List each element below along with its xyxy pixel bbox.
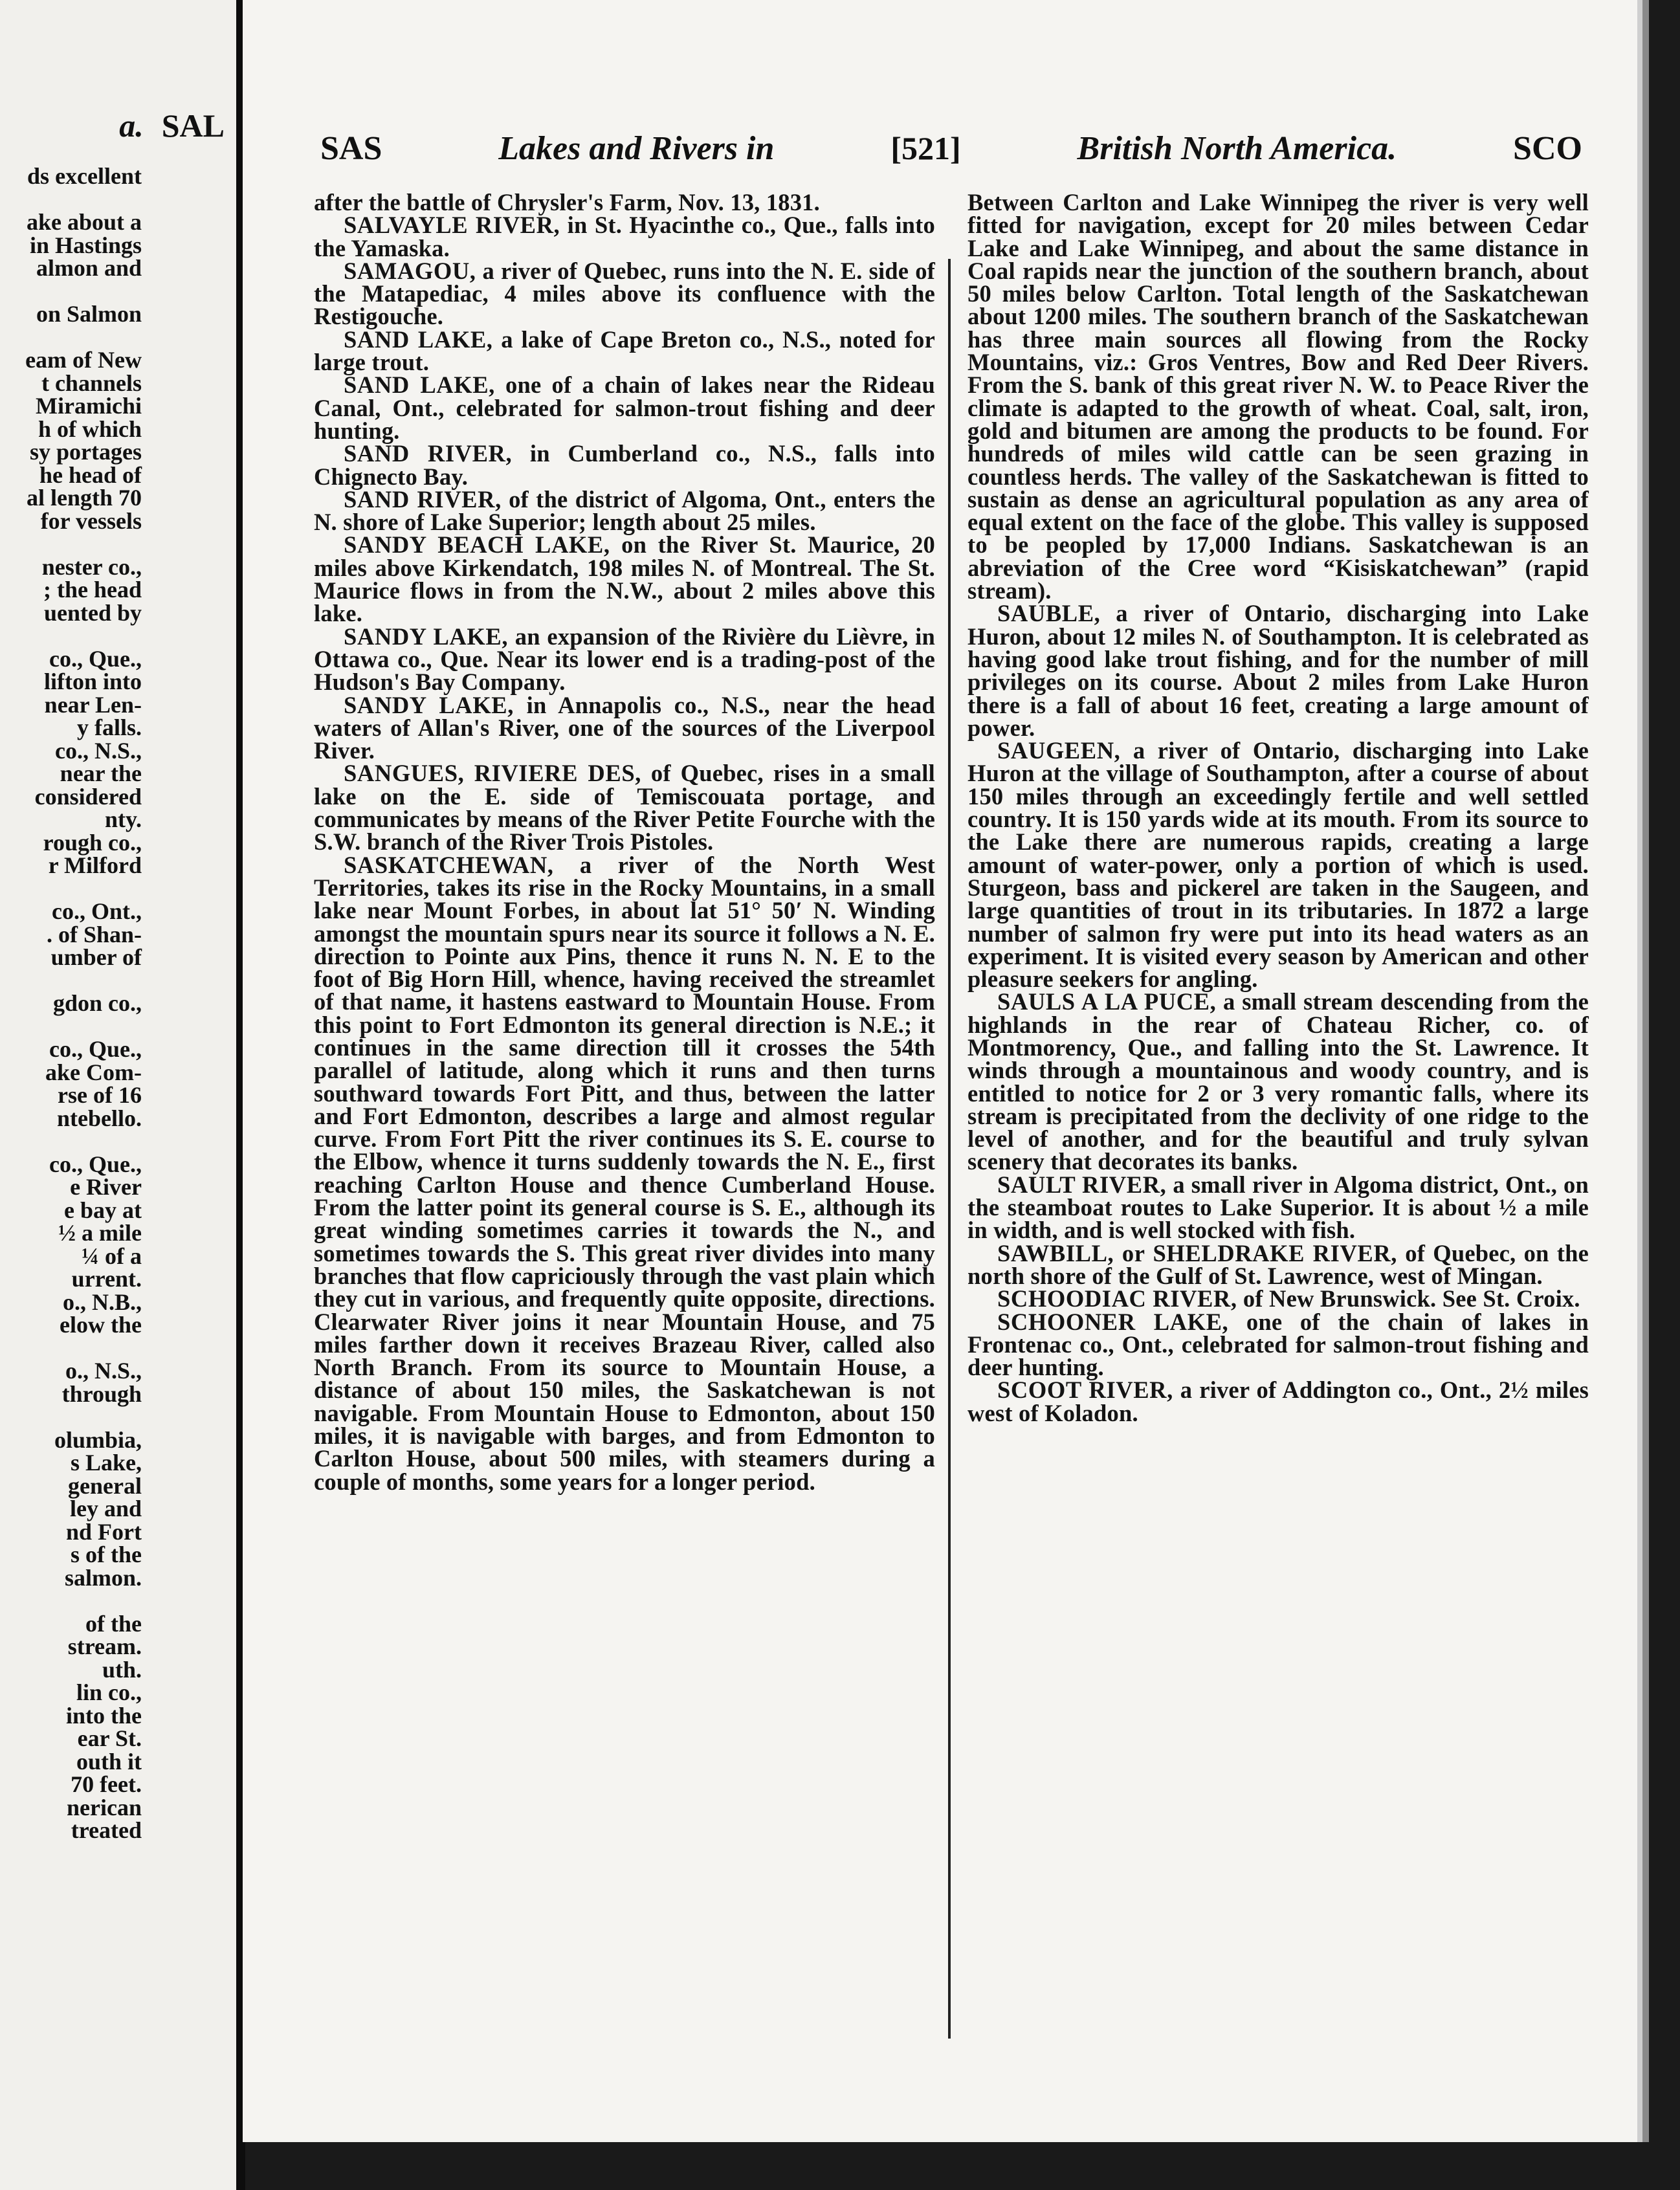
entry-text: a river of Ontario, discharging into Lake Huron at the village of Southampton, after a course of about 150 miles through an exceedingly fertile and well settled country. It is 150 yards wide at its mouth. From its source to the Lake there are numerous rapids, creating a large amount of water-power, only a portion of which is used. Sturgeon, bass and pickerel are taken in the Saugeen, and large quantities of trout in its tributaries. In 1872 a large number of salmon fry were put into its head waters as an experiment. It is visited every season by American and other pleasure seekers for angling. <box>967 737 1589 993</box>
gazetteer-entry <box>967 1173 1589 1242</box>
entry-text: an expansion of the Rivière du Lièvre, in Ottawa co., Que. Near its lower end is a trading-post of the Hudson's Bay Company. <box>314 623 935 696</box>
facing-page-line: ake Com- <box>45 1059 142 1085</box>
entry-headword: SALVAYLE RIVER, <box>344 212 560 239</box>
entry-text: one of the chain of lakes in Frontenac co., Ont., celebrated for salmon-trout fishing and deer hunting. <box>967 1308 1589 1381</box>
facing-page-line: ; the head <box>43 577 142 603</box>
facing-page-line <box>0 1015 142 1039</box>
facing-page-line: . of Shan- <box>46 921 142 947</box>
facing-page-line: through <box>61 1380 142 1407</box>
facing-page-line <box>0 625 142 648</box>
facing-page-line: o., N.S., <box>65 1358 142 1384</box>
entry-headword: SAND LAKE, <box>344 326 493 353</box>
right-column <box>967 191 1589 1424</box>
entry-headword: SCHOODIAC RIVER, <box>997 1285 1237 1312</box>
facing-page-line: ley and <box>69 1496 142 1521</box>
facing-page-line: ¼ of a <box>82 1243 142 1269</box>
gazetteer-entry <box>967 1308 1589 1381</box>
running-head <box>320 129 1582 168</box>
gazetteer-entry <box>314 191 935 214</box>
facing-page-line: co., Que., <box>49 645 142 672</box>
facing-page-line: nd Fort <box>66 1518 142 1545</box>
facing-page-line: ½ a mile <box>58 1220 142 1246</box>
facing-page-line: in Hastings <box>29 232 142 258</box>
facing-page-line: of the <box>85 1610 142 1637</box>
header-right-key: SCO <box>1513 130 1582 167</box>
entry-text: of Quebec, on the north shore of the Gulf of St. Lawrence, west of Mingan. <box>967 1239 1589 1289</box>
facing-page-header-italic: a. <box>119 107 144 144</box>
facing-page-line: s Lake, <box>70 1450 142 1476</box>
facing-page-line: nerican <box>67 1794 142 1820</box>
facing-page-line: lifton into <box>43 669 142 694</box>
gazetteer-entry <box>314 691 935 764</box>
facing-page-line: r Milford <box>48 852 142 878</box>
facing-page-line: near Len- <box>44 691 142 718</box>
facing-page-line: treated <box>71 1817 142 1843</box>
facing-page-line: sy portages <box>30 439 142 465</box>
gazetteer-entry <box>314 485 935 536</box>
page-body <box>301 129 1680 1495</box>
facing-page-line: nty. <box>104 806 142 832</box>
column-divider <box>948 259 951 2039</box>
facing-page-line <box>0 188 142 212</box>
entry-headword: SAULS A LA PUCE, <box>997 988 1217 1015</box>
entry-text: of Quebec, rises in a small lake on the E. side of Temiscouata portage, and communicates by means of the River Petite Fourche with the S.W. branch of the River Trois Pistoles. <box>314 760 935 856</box>
gazetteer-entry <box>314 214 935 260</box>
facing-page-line: t channels <box>41 370 142 396</box>
header-title-left: Lakes and Rivers in <box>498 130 775 167</box>
facing-page-line: nester co., <box>41 553 142 580</box>
facing-page-line: considered <box>34 783 142 810</box>
gazetteer-entry <box>314 442 935 488</box>
facing-page-line: on Salmon <box>36 301 142 327</box>
facing-page-line <box>0 1406 142 1429</box>
entry-headword: SAULT RIVER, <box>997 1171 1167 1198</box>
facing-page-line: co., Ont., <box>52 898 142 924</box>
header-left-key: SAS <box>320 130 382 167</box>
entry-text: a small stream descending from the highlands in the rear of Chateau Richer, co. of Montmorency, Que., and falling into the St. Lawrence. It winds through a mountainous and woody country, and is entitled to notice for 2 or 3 very romantic falls, where its stream is precipitated from the declivity of one ridge to the level of another, and for the beautiful and truly sylvan scenery that decorates its banks. <box>967 988 1589 1175</box>
gazetteer-entry <box>967 1378 1589 1424</box>
facing-page-text <box>0 165 142 1842</box>
gazetteer-entry <box>314 625 935 694</box>
facing-page-line <box>0 878 142 901</box>
facing-page-line: gdon co., <box>52 990 142 1016</box>
gazetteer-entry <box>314 257 935 330</box>
facing-page-line: for vessels <box>40 507 142 534</box>
facing-page-line: he head of <box>39 461 142 488</box>
entry-text: a small river in Algoma district, Ont., on the steamboat routes to Lake Superior. It is about ½ a mile in width, and is well stocked with fish. <box>967 1171 1589 1244</box>
entry-headword: SASKATCHEWAN, <box>344 851 554 878</box>
facing-page-fragment <box>0 0 240 2190</box>
gazetteer-entry <box>967 1239 1589 1289</box>
entry-text: one of a chain of lakes near the Rideau Canal, Ont., celebrated for salmon-trout fishing and deer hunting. <box>314 371 935 444</box>
entry-headword: SAWBILL, or SHELDRAKE RIVER, <box>997 1239 1398 1266</box>
facing-page-line: urrent. <box>71 1266 142 1292</box>
facing-page-line <box>0 280 142 304</box>
facing-page-line: outh it <box>76 1748 142 1775</box>
facing-page-line: o., N.B., <box>62 1289 142 1315</box>
facing-page-line: co., Que., <box>49 1151 142 1177</box>
gazetteer-entry <box>314 328 935 374</box>
facing-page-line: elow the <box>60 1312 142 1338</box>
header-title-right: British North America. <box>1077 130 1397 167</box>
facing-page-line: al length 70 <box>26 485 142 511</box>
facing-page-line <box>0 533 142 556</box>
entry-text: of New Brunswick. See St. Croix. <box>1237 1285 1580 1312</box>
facing-page-line: ntebello. <box>57 1105 142 1131</box>
facing-page-line: e River <box>70 1174 142 1200</box>
facing-page-line: rough co., <box>43 829 142 856</box>
entry-headword: SAND RIVER, <box>344 440 513 467</box>
entry-headword: SANDY LAKE, <box>344 691 514 718</box>
facing-page-line: into the <box>66 1702 142 1729</box>
facing-page-line: ear St. <box>77 1725 142 1751</box>
entry-headword: SAUGEEN, <box>997 737 1121 764</box>
facing-page-line: salmon. <box>64 1564 142 1591</box>
entry-text: a river of the North West Territories, takes its rise in the Rocky Mountains, in a small lake near Mount Forbes, in about lat 51° 50′ N. Winding amongst the mountain spurs near its source it follows a N. E. direction to Pointe aux Pins, thence it runs N. N. E to the foot of Big Horn Hill, whence, having received the streamlet of that name, it hastens eastward to Mountain House. From this point to Fort Edmonton its general direction is N.E.; it continues in the same direction till it crosses the 54th parallel of latitude, along which it runs and then turns southward towards Fort Pitt, and thus, between the latter and Fort Edmonton, describes a large and almost regular curve. From Fort Pitt the river continues its S. E. course to the Elbow, whence it turns suddenly towards the N. E., first reaching Carlton House and thence Cumberland House. From the latter point its general course is S. E., although its great winding sometimes carries it towards the N., and sometimes towards the S. This great river divides into many branches that flow capriciously through the vast plain which they cut in various, and frequently quite opposite, directions. Clearwater River joins it near Mountain House, and 75 miles farther down it receives Brazeau River, called also North Branch. From its source to Mountain House, a distance of about 150 miles, the Saskatchewan is not navigable. From Mountain House to Edmonton, about 150 miles, it is navigable with barges, and from Edmonton to Carlton House, about 500 miles, with steamers during a couple of months, some years for a longer period. <box>314 851 935 1495</box>
entry-text: on the River St. Maurice, 20 miles above Kirkendatch, 198 miles N. of Montreal. The St. Maurice flows in from the N.W., about 2 miles above this lake. <box>314 531 935 627</box>
gazetteer-entry <box>314 533 935 625</box>
entry-headword: SAND RIVER, <box>344 485 502 513</box>
page-number: [521] <box>890 130 961 166</box>
book-page <box>243 0 1642 2142</box>
entry-text: a river of Ontario, discharging into Lake Huron, about 12 miles N. of Southampton. It is celebrated as having good lake trout fishing, and for the number of mill privileges on its course. About 2 miles from Lake Huron there is a fall of about 16 feet, creating a large amount of power. <box>967 600 1589 741</box>
gazetteer-entry <box>314 851 935 1495</box>
entry-headword: SANDY LAKE, <box>344 623 509 650</box>
entry-headword: SAND LAKE, <box>344 371 495 399</box>
facing-page-header-key: SAL <box>161 107 225 144</box>
entry-text: in St. Hyacinthe co., Que., falls into the Yamaska. <box>314 212 935 261</box>
entry-headword: SAMAGOU, <box>344 257 476 284</box>
entry-text: of the district of Algoma, Ont., enters the N. shore of Lake Superior; length about 25 miles. <box>314 485 935 536</box>
gazetteer-entry <box>314 373 935 442</box>
entry-text: a river of Quebec, runs into the N. E. side of the Matapediac, 4 miles above its confluence with the Restigouche. <box>314 257 935 330</box>
gazetteer-entry <box>967 1287 1589 1310</box>
facing-page-line: general <box>68 1472 142 1499</box>
facing-page-line: rse of 16 <box>58 1082 142 1108</box>
entry-text: Between Carlton and Lake Winnipeg the river is very well fitted for navigation, except for 20 miles between Cedar Lake and Lake Winnipeg, and about the same distance in Coal rapids near the junction of the southern branch, about 50 miles below Carlton. Total length of the Saskatchewan about 1200 miles. The southern branch of the Saskatchewan has three main sources all flowing from the Rocky Mountains, viz.: Gros Ventres, Bow and Red Deer Rivers. From the S. bank of this great river N. W. to Peace River the climate is adapted to the growth of wheat. Coal, salt, iron, gold and bitumen are among the products to be found. For hundreds of miles wild cattle can be seen grazing in countless herds. The valley of the Saskatchewan is fitted to sustain as dense an agricultural population as any area of equal extent on the face of the globe. This valley is supposed to be peopled by 17,000 Indians. Saskatchewan is an abreviation of the Cree word “Kisiskatchewan” (rapid stream). <box>967 189 1589 604</box>
entry-headword: SCOOT RIVER, <box>997 1377 1173 1404</box>
facing-page-line <box>0 326 142 349</box>
facing-page-line <box>0 1337 142 1360</box>
facing-page-line <box>0 969 142 993</box>
facing-page-line: stream. <box>67 1633 142 1659</box>
entry-headword: SANDY BEACH LAKE, <box>344 531 610 559</box>
facing-page-line: olumbia, <box>54 1426 142 1453</box>
entry-text: a lake of Cape Breton co., N.S., noted for large trout. <box>314 326 935 376</box>
facing-page-line: almon and <box>36 255 142 281</box>
facing-page-header <box>119 107 225 144</box>
facing-page-line: near the <box>60 760 142 786</box>
facing-page-line: umber of <box>50 944 142 970</box>
facing-page-line: s of the <box>71 1542 142 1567</box>
facing-page-line: uented by <box>43 599 142 626</box>
facing-page-line: y falls. <box>76 714 142 740</box>
facing-page-line: co., N.S., <box>55 737 142 764</box>
facing-page-line: eam of New <box>25 347 142 373</box>
facing-page-line: e bay at <box>64 1197 142 1223</box>
gazetteer-entry <box>967 602 1589 739</box>
facing-page-line: uth. <box>102 1656 142 1683</box>
facing-page-line: ake about a <box>26 209 142 235</box>
entry-headword: SAUBLE, <box>997 600 1101 627</box>
left-column <box>314 191 935 1493</box>
entry-text: in Annapolis co., N.S., near the head waters of Allan's River, one of the sources of the Liverpool River. <box>314 691 935 764</box>
entry-text: a river of Addington co., Ont., 2½ miles west of Koladon. <box>967 1377 1589 1426</box>
facing-page-line: Miramichi <box>36 393 142 419</box>
gazetteer-entry <box>314 760 935 856</box>
facing-page-line: co., Que., <box>49 1036 142 1062</box>
entry-headword: SANGUES, RIVIERE DES, <box>344 760 641 787</box>
gazetteer-entry <box>967 191 1589 602</box>
facing-page-line <box>0 1589 142 1613</box>
facing-page-line: 70 feet. <box>71 1771 142 1797</box>
facing-page-line: lin co., <box>76 1679 142 1705</box>
entry-text: in Cumberland co., N.S., falls into Chignecto Bay. <box>314 440 935 490</box>
facing-page-line: h of which <box>38 415 142 442</box>
facing-page-line <box>0 1130 142 1153</box>
entry-text: after the battle of Chrysler's Farm, Nov. 13, 1831. <box>314 189 820 216</box>
entry-headword: SCHOONER LAKE, <box>997 1308 1229 1335</box>
gazetteer-entry <box>967 737 1589 993</box>
facing-page-line: ds excellent <box>27 163 142 189</box>
gazetteer-entry <box>967 990 1589 1173</box>
